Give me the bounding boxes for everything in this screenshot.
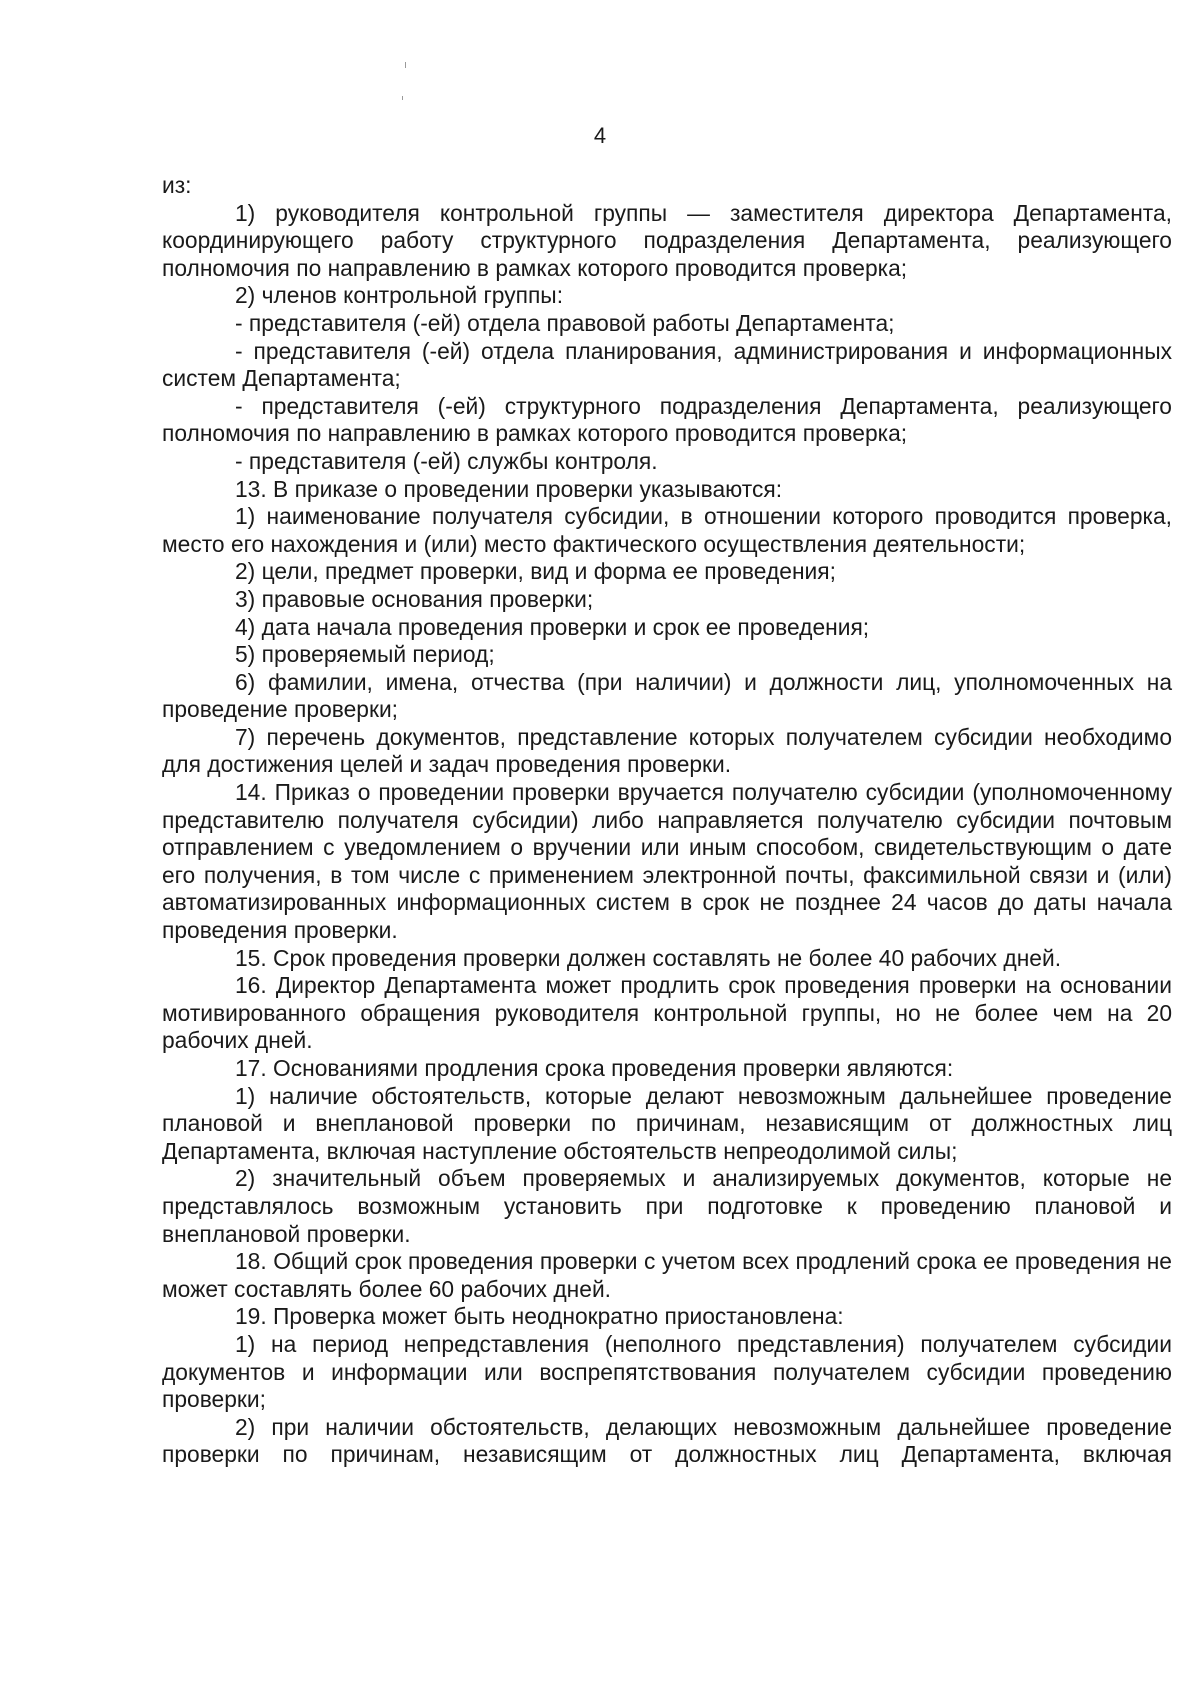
paragraph: 5) проверяемый период; bbox=[235, 641, 495, 668]
paragraph: 18. Общий срок проведения проверки с учетом всех продлений срока ее проведения не может составлять более 60 рабочих дней. bbox=[162, 1248, 1172, 1302]
paragraph: 7) перечень документов, представление которых получателем субсидии необходимо для достижения целей и задач проведения проверки. bbox=[162, 723, 1172, 778]
paragraph: - представителя (-ей) службы контроля. bbox=[235, 447, 658, 474]
paragraph: 2) членов контрольной группы: bbox=[235, 282, 564, 309]
paragraph: 16. Директор Департамента может продлить срок проведения проверки на основании мотивированного обращения руководителя контрольной группы, но не более чем на 20 рабочих дней. bbox=[162, 972, 1172, 1054]
paragraph: - представителя (-ей) структурного подразделения Департамента, реализующего полномочия по направлению в рамках которого проводится проверка; bbox=[162, 392, 1172, 447]
paragraph: 2) при наличии обстоятельств, делающих невозможным дальнейшее проведение проверки по причинам, независящим от должностных лиц Департамента, включая bbox=[162, 1413, 1172, 1468]
paragraph: 6) фамилии, имена, отчества (при наличии) и должности лиц, уполномоченных на проведение проверки; bbox=[162, 668, 1172, 723]
paragraph: 1) руководителя контрольной группы — заместителя директора Департамента, координирующего работу структурного подразделения Департамента, реализующего полномочия по направлению в рамках которого проводится проверка; bbox=[162, 199, 1172, 281]
paragraph: 4) дата начала проведения проверки и срок ее проведения; bbox=[235, 613, 870, 640]
paragraph: 14. Приказ о проведении проверки вручается получателю субсидии (уполномоченному представителю получателя субсидии) либо направляется получателю субсидии почтовым отправлением с уведомлением о вручении или иным способом, свидетельствующим о дате его получения, в том числе с применением электронной почты, факсимильной связи и (или) автоматизированных информационных систем в срок не позднее 24 часов до даты начала проведения проверки. bbox=[162, 779, 1172, 944]
paragraph: 3) правовые основания проверки; bbox=[235, 585, 594, 612]
paragraph: 1) на период непредставления (неполного представления) получателем субсидии документов и информации или воспрепятствования получателем субсидии проведению проверки; bbox=[162, 1330, 1172, 1413]
paragraph: - представителя (-ей) отдела правовой работы Департамента; bbox=[235, 309, 895, 336]
scan-speck bbox=[405, 62, 406, 68]
paragraph: 1) наличие обстоятельств, которые делают невозможным дальнейшее проведение плановой и внеплановой проверки по причинам, независящим от должностных лиц Департамента, включая наступление обстоятельств непреодолимой силы; bbox=[162, 1082, 1172, 1164]
document-body bbox=[162, 172, 1172, 1469]
paragraph: 2) цели, предмет проверки, вид и форма ее проведения; bbox=[235, 558, 836, 585]
page-number: 4 bbox=[593, 123, 607, 148]
paragraph-lead: из: bbox=[162, 172, 192, 198]
paragraph: 2) значительный объем проверяемых и анализируемых документов, которые не представлялось возможным установить при подготовке к проведению плановой и внеплановой проверки. bbox=[162, 1165, 1172, 1247]
scan-speck bbox=[402, 96, 403, 100]
paragraph: 1) наименование получателя субсидии, в отношении которого проводится проверка, место его нахождения и (или) место фактического осуществления деятельности; bbox=[162, 503, 1172, 557]
paragraph: 17. Основаниями продления срока проведения проверки являются: bbox=[235, 1055, 954, 1081]
paragraph: 13. В приказе о проведении проверки указываются: bbox=[235, 475, 783, 502]
paragraph: 19. Проверка может быть неоднократно приостановлена: bbox=[235, 1303, 844, 1330]
paragraph: 15. Срок проведения проверки должен составлять не более 40 рабочих дней. bbox=[235, 944, 1062, 971]
paragraph: - представителя (-ей) отдела планирования, администрирования и информационных систем Департамента; bbox=[162, 337, 1172, 392]
